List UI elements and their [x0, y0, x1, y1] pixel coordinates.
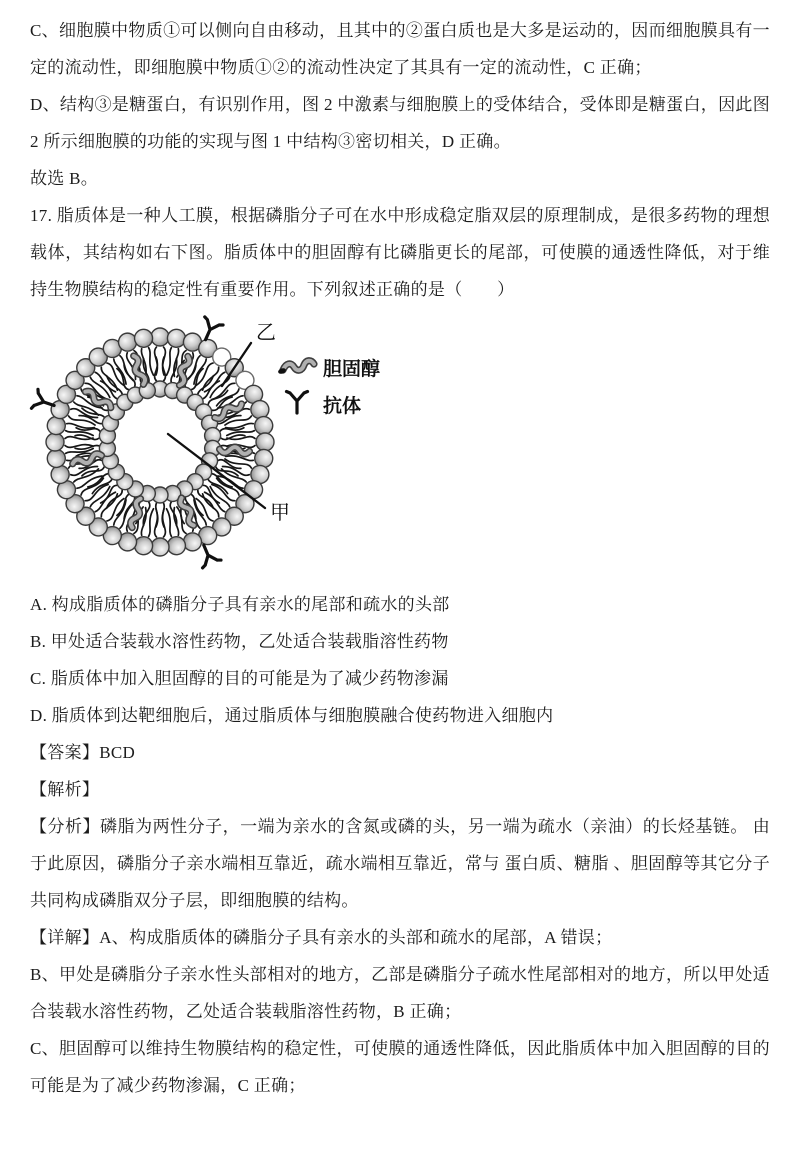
liposome-diagram — [20, 312, 770, 577]
option-d: D. 脂质体到达靶细胞后，通过脂质体与细胞膜融合使药物进入细胞内 — [30, 706, 554, 725]
option-a: A. 构成脂质体的磷脂分子具有亲水的尾部和疏水的头部 — [30, 595, 450, 614]
fenxi-paragraph: 【分析】磷脂为两性分子，一端为亲水的含氮或磷的头，另一端为疏水（亲油）的长烃基链。 由于此原因，磷脂分子亲水端相互靠近，疏水端相互靠近，常与 蛋白质、糖脂 、胆固醇等其它分子共同构成磷脂双分子层，即细胞膜的结构。 — [30, 817, 770, 910]
option-b: B. 甲处适合装载水溶性药物，乙处适合装载脂溶性药物 — [30, 632, 449, 651]
label-yi: 乙 — [256, 322, 276, 344]
jiexi-heading: 【解析】 — [30, 780, 100, 799]
xiangjie-point-a: 【详解】A、构成脂质体的磷脂分子具有亲水的头部和疏水的尾部，A 错误； — [30, 928, 613, 947]
outer-lipid-ring — [46, 328, 274, 556]
answer-value: BCD — [99, 743, 136, 762]
label-jia: 甲 — [270, 502, 290, 524]
legend-antibody-label: 抗体 — [323, 396, 362, 417]
prev-answer-point-c: C、细胞膜中物质①可以侧向自由移动，且其中的②蛋白质也是大多是运动的，因而细胞膜具有一定的流动性，即细胞膜中物质①②的流动性决定了其具有一定的流动性，C 正确； — [30, 21, 770, 77]
diagram-legend — [277, 357, 380, 417]
inner-lipid-ring — [75, 357, 246, 527]
option-c: C. 脂质体中加入胆固醇的目的可能是为了减少药物渗漏 — [30, 669, 449, 688]
antibody-y-icon — [287, 392, 308, 414]
prev-answer-point-d: D、结构③是糖蛋白，有识别作用，图 2 中激素与细胞膜上的受体结合，受体即是糖蛋白，因此图 2 所示细胞膜的功能的实现与图 1 中结构③密切相关，D 正确。 — [30, 95, 770, 151]
prev-answer-conclusion: 故选 B。 — [30, 169, 99, 188]
liposome-svg — [20, 312, 400, 577]
answer-line — [30, 734, 770, 771]
cholesterol-squiggle-icon — [277, 361, 314, 375]
xiangjie-point-c: C、胆固醇可以维持生物膜结构的稳定性，可使膜的通透性降低，因此脂质体中加入胆固醇的目的可能是为了减少药物渗漏，C 正确； — [30, 1039, 770, 1095]
xiangjie-point-b: B、甲处是磷脂分子亲水性头部相对的地方，乙部是磷脂分子疏水性尾部相对的地方，所以甲处适合装载水溶性药物，乙处适合装载脂溶性药物，B 正确； — [30, 965, 770, 1021]
legend-cholesterol-label: 胆固醇 — [323, 359, 381, 380]
question-17-stem: 17. 脂质体是一种人工膜，根据磷脂分子可在水中形成稳定脂双层的原理制成，是很多药物的理想载体，其结构如右下图。脂质体中的胆固醇有比磷脂更长的尾部，可使膜的通透性降低，对于维持生物膜结构的稳定性有重要作用。下列叙述正确的是（ ） — [30, 206, 770, 299]
answer-label: 【答案】 — [30, 743, 100, 762]
